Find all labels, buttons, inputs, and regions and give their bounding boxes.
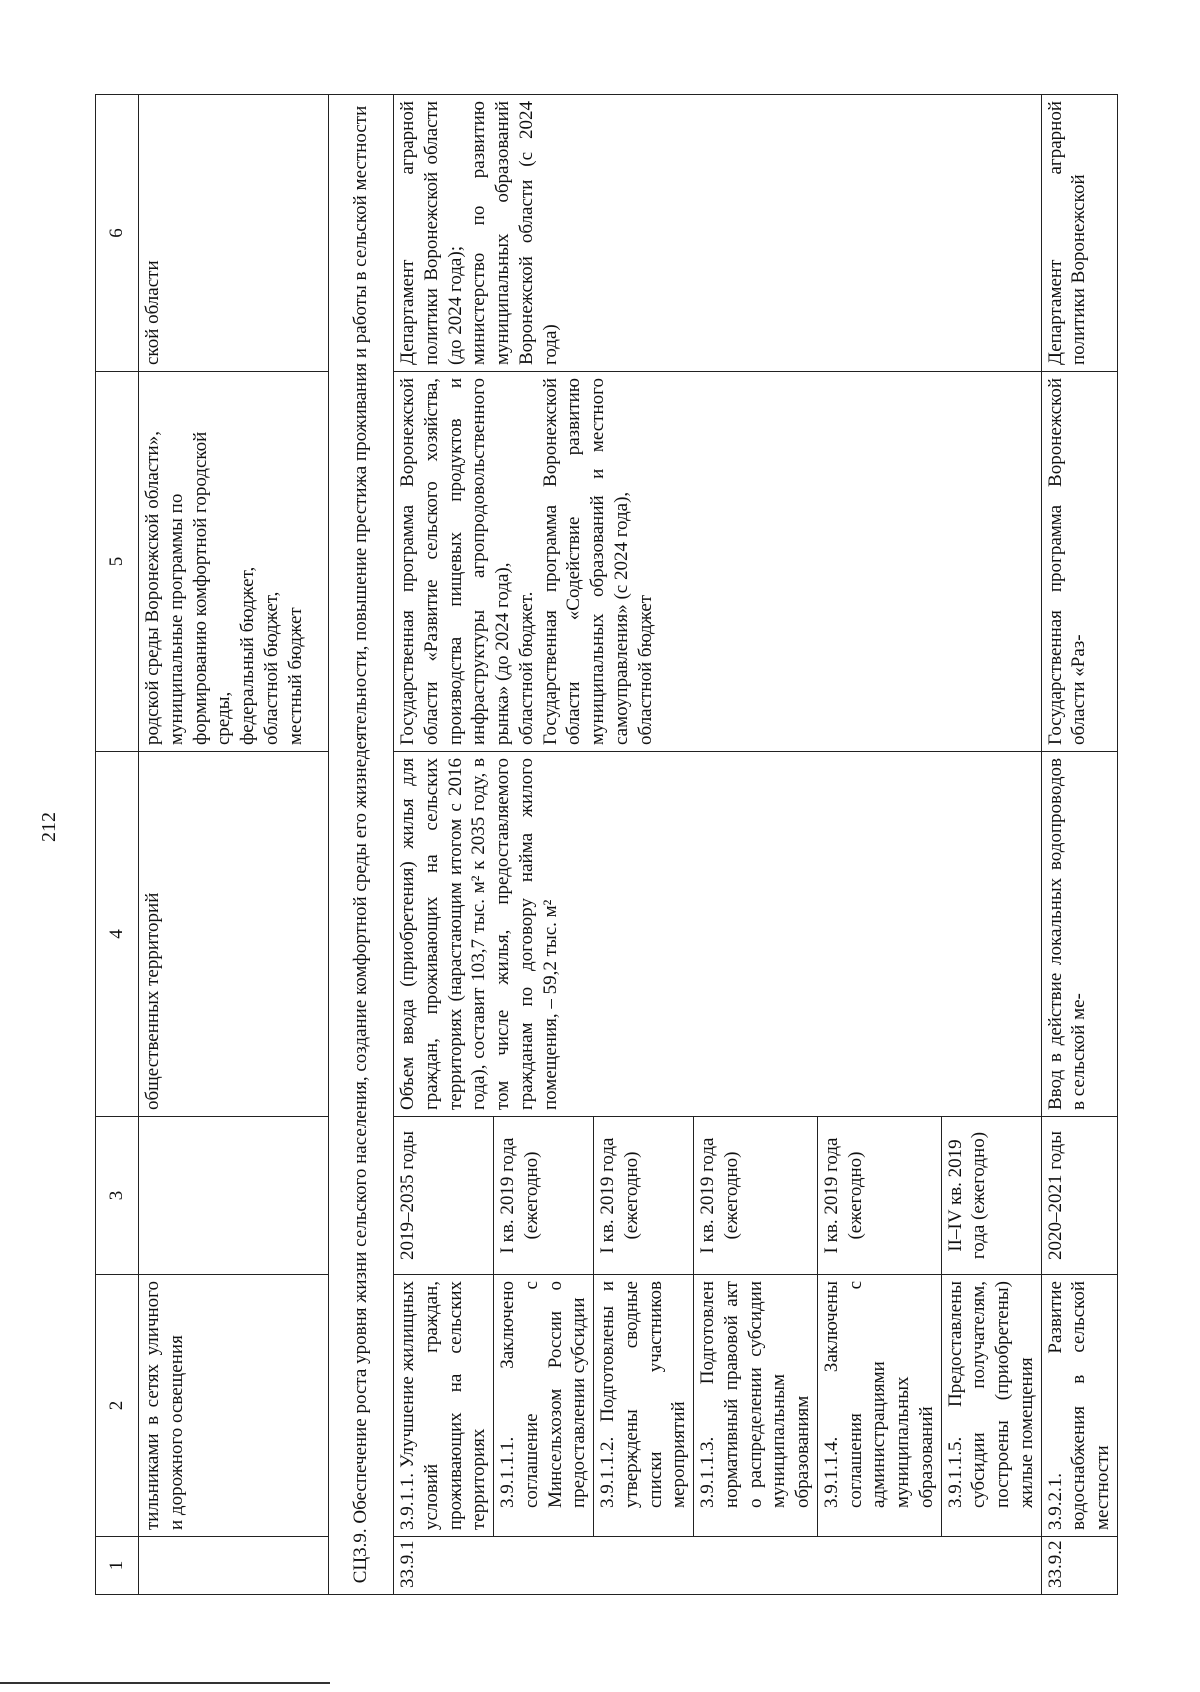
subitem-period: I кв. 2019 года (ежегодно) — [817, 1117, 941, 1275]
cont-cell-3 — [139, 1117, 329, 1275]
page-number: 212 — [38, 812, 60, 842]
column-number-row — [96, 95, 139, 1595]
cont-cell-4: общественных территорий — [139, 752, 329, 1117]
item-responsible: Департамент аграрной политики Воронежской — [1041, 95, 1117, 372]
subitem-period: I кв. 2019 года (ежегодно) — [494, 1117, 594, 1275]
rotated-table-page — [95, 95, 1113, 1595]
footer-rule — [0, 1682, 330, 1684]
subitem-text: 3.9.1.1.1. Заключено соглашение с Минсельхозом России о предоставлении субсидии — [494, 1275, 594, 1537]
subitem-text: 3.9.1.1.4. Заключены соглашения с администрациями муниципальных образований — [817, 1275, 941, 1537]
col-header-5: 5 — [96, 372, 139, 752]
col-header-2: 2 — [96, 1275, 139, 1537]
item-indicator: Объем ввода (приобретения) жилья для граждан, проживающих на сельских территориях (нарастающим итогом с 2016 года), составит 103,7 тыс. м² к 2035 году, в том числе жилья, предоставляемого гражданам по договору найма жилого помещения, – 59,2 тыс. м² — [394, 752, 1042, 1117]
col-header-1: 1 — [96, 1537, 139, 1595]
item-funding-source: Государственная программа Воронежской области «Раз- — [1041, 372, 1117, 752]
subitem-period: II–IV кв. 2019 года (ежегодно) — [941, 1117, 1041, 1275]
measures-table — [95, 94, 1118, 1595]
cont-cell-2: тильниками в сетях уличного и дорожного освещения — [139, 1275, 329, 1537]
item-period: 2019–2035 годы — [394, 1117, 494, 1275]
item-code: 33.9.1 — [394, 1537, 1042, 1595]
item-funding-source: Государственная программа Воронежской области «Развитие сельского хозяйства, производства пищевых продуктов и инфраструктуры агропродовольственного рынка» (до 2024 года), областной бюджет. Государственная программа Воронежской области «Содействие развитию муниципальных образований и местного самоуправления» (с 2024 года), областной бюджет — [394, 372, 1042, 752]
item-responsible: Департамент аграрной политики Воронежской области (до 2024 года); министерство по развитию муниципальных образований Воронежской области (с 2024 года) — [394, 95, 1042, 372]
subitem-period: I кв. 2019 года (ежегодно) — [694, 1117, 818, 1275]
goal-heading: СЦ3.9. Обеспечение роста уровня жизни сельского населения, создание комфортной среды его жизнедеятельности, повышение престижа проживания и работы в сельской местности — [329, 95, 394, 1595]
subitem-text: 3.9.1.1.2. Подготовлены и утверждены сводные списки участников мероприятий — [594, 1275, 694, 1537]
subitem-text: 3.9.1.1.3. Подготовлен нормативный правовой акт о распределении субсидии муниципальным образованиям — [694, 1275, 818, 1537]
cont-cell-6: ской области — [139, 95, 329, 372]
item-indicator: Ввод в действие локальных водопроводов в сельской ме- — [1041, 752, 1117, 1117]
continuation-row — [139, 95, 329, 1595]
col-header-4: 4 — [96, 752, 139, 1117]
item-title: 3.9.1.1. Улучшение жилищных условий граждан, проживающих на сельских территориях — [394, 1275, 494, 1537]
goal-row — [329, 95, 394, 1595]
item-period: 2020–2021 годы — [1041, 1117, 1117, 1275]
cont-cell-5: родской среды Воронежской области», муниципальные программы по формированию комфортной городской среды, федеральный бюджет, областной бюджет, местный бюджет — [139, 372, 329, 752]
cont-cell-1 — [139, 1537, 329, 1595]
col-header-6: 6 — [96, 95, 139, 372]
item-code: 33.9.2 — [1041, 1537, 1117, 1595]
table-row-3921 — [1041, 95, 1117, 1595]
subitem-text: 3.9.1.1.5. Предоставлены субсидии получателям, построены (приобретены) жилые помещения — [941, 1275, 1041, 1537]
item-title: 3.9.2.1. Развитие водоснабжения в сельской местности — [1041, 1275, 1117, 1537]
subitem-period: I кв. 2019 года (ежегодно) — [594, 1117, 694, 1275]
table-row-3911 — [394, 95, 494, 1595]
col-header-3: 3 — [96, 1117, 139, 1275]
